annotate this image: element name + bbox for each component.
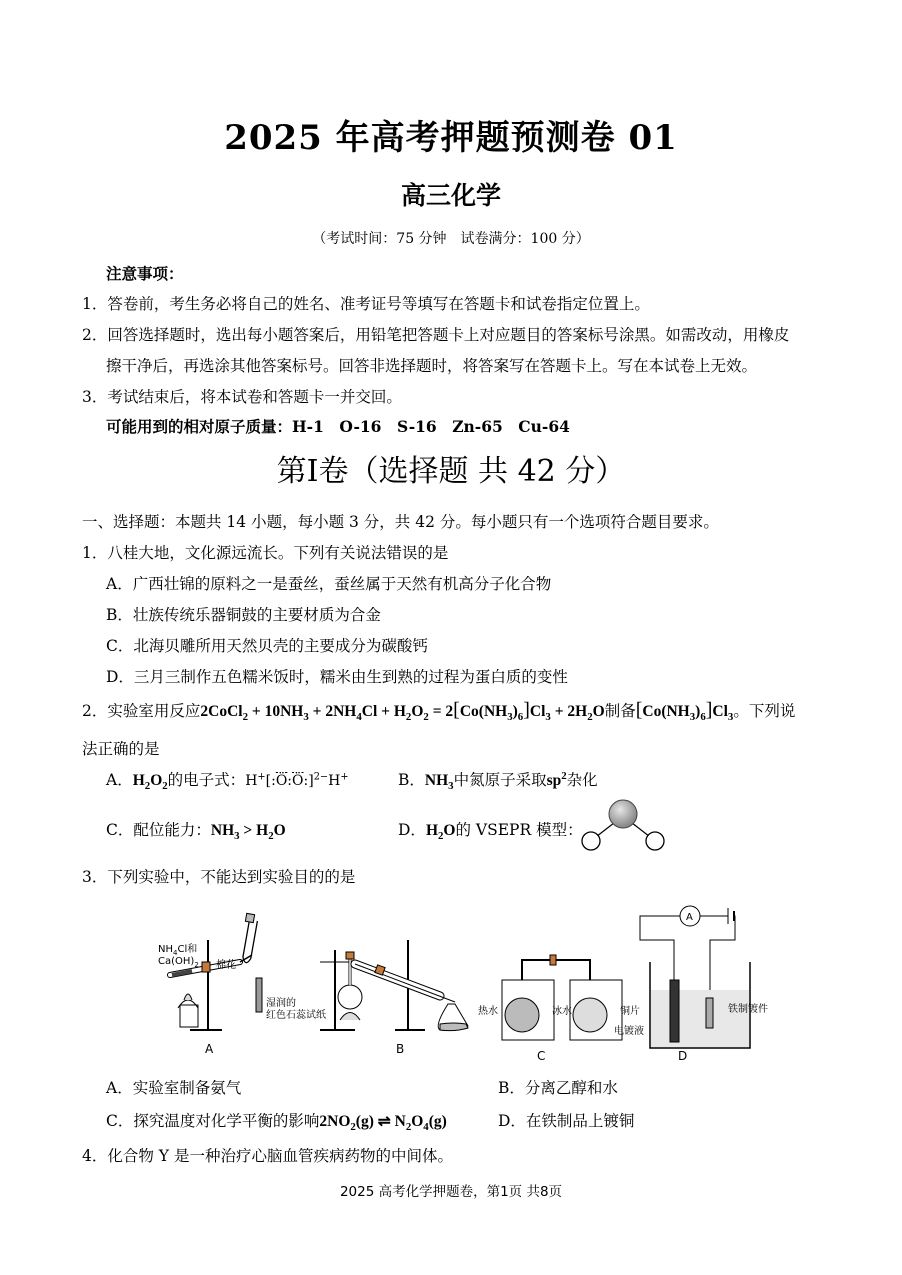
q2-option-d-label: D．: [398, 821, 426, 839]
q3-stem: 3．下列实验中，不能达到实验目的的是: [82, 868, 356, 886]
electrolyte-label: 电镀液: [614, 1026, 644, 1037]
q2-reaction-equation: 2CoCl$_2$ + $10NH_3 + 2NH_4Cl + H_2O_2 = 2[Co(NH_3)_6]Cl_3 + 2H_2O$: [200, 699, 605, 724]
q3-option-d: D．在铁制品上镀铜: [498, 1112, 635, 1130]
h2o2-formula: $H_2O_2$: [132, 772, 168, 793]
page-footer: 2025 高考化学押题卷，第1页 共8页: [339, 1184, 563, 1200]
oxygen-atom: [609, 800, 637, 828]
figure-c-label: C: [537, 1049, 546, 1063]
q2-option-c-label: C．配位能力：: [106, 821, 211, 839]
section-instruction: 一、选择题：本题共 14 小题，每小题 3 分，共 42 分。每小题只有一个选项符合题目要求。: [82, 513, 719, 531]
notice-item-3: 3．考试结束后，将本试卷和答题卡一并交回。: [82, 388, 402, 406]
q3-option-c: [106, 1109, 447, 1133]
q2-stem-middle: 制备: [604, 702, 636, 720]
q1-option-a: A．广西壮锦的原料之一是蚕丝，蚕丝属于天然有机高分子化合物: [106, 575, 552, 593]
q2-option-b-text1: 中氮原子采取: [453, 771, 547, 789]
apparatus-a: [158, 913, 326, 1056]
atomic-mass-values: H-1 O-16 S-16 Zn-65 Cu-64: [292, 417, 570, 436]
hydrogen-atom: [646, 832, 664, 850]
q2-option-b: [398, 768, 598, 792]
q2-option-d-text: 的 VSEPR 模型：: [455, 821, 583, 839]
q2-option-c: [106, 818, 286, 842]
atomic-mass-line: [106, 415, 570, 437]
q2-stem-prefix: 2．实验室用反应: [82, 702, 201, 720]
reagent-label-2: $Ca(OH)_2$: [158, 956, 199, 969]
q2-option-a-text: 的电子式：: [167, 771, 246, 789]
q1-option-b: B．壮族传统乐器铜鼓的主要材质为合金: [106, 606, 381, 624]
iron-piece-label: 铁制镀件: [728, 1004, 768, 1015]
reagent-label: $NH_4Cl$和: [158, 944, 198, 957]
q3-experiment-figure: [150, 900, 790, 1065]
equilibrium-equation: $2NO_2(g)$ ⇌ $N_2O_4(g)$: [319, 1113, 447, 1134]
nh3-formula: $NH_3$: [424, 772, 454, 793]
sp2-label: $sp^2$: [546, 769, 567, 789]
q2-option-b-text2: 杂化: [566, 771, 598, 789]
q2-stem-line1: [82, 699, 795, 723]
apparatus-c: [478, 955, 622, 1063]
exam-title: 2025 年高考押题预测卷 01: [224, 118, 678, 158]
q1-option-d: D．三月三制作五色糯米饭时，糯米由生到熟的过程为蛋白质的变性: [106, 668, 568, 686]
figure-b-label: B: [396, 1042, 405, 1056]
cotton-label: 棉花: [216, 960, 236, 971]
q2-product-formula: $[Co(NH_3)_6]Cl_3$: [635, 699, 734, 724]
q2-stem-suffix: 。下列说: [733, 702, 796, 720]
q2-stem-line2: 法正确的是: [82, 740, 160, 758]
notice-heading: 注意事项：: [106, 264, 184, 283]
coordination-comparison: $NH_3 > H_2O$: [210, 822, 286, 843]
hot-water-label: 热水: [478, 1006, 498, 1017]
figure-d-label: D: [678, 1049, 688, 1063]
ammeter-label: A: [686, 912, 693, 923]
q1-stem: 1．八桂大地，文化源远流长。下列有关说法错误的是: [82, 544, 449, 562]
q4-stem: 4．化合物 Y 是一种治疗心脑血管疾病药物的中间体。: [82, 1147, 453, 1165]
exam-info: （考试时间：75 分钟 试卷满分：100 分）: [312, 231, 590, 247]
q3-option-a: A．实验室制备氨气: [106, 1079, 242, 1097]
q1-option-c: C．北海贝雕所用天然贝壳的主要成分为碳酸钙: [106, 637, 428, 655]
notice-item-2-cont: 擦干净后，再选涂其他答案标号。回答非选择题时，将答案写在答题卡上。写在本试卷上无效。: [106, 357, 758, 375]
figure-a-label: A: [205, 1042, 214, 1056]
notice-item-1: 1．答卷前，考生务必将自己的姓名、准考证号等填写在答题卡和试卷指定位置上。: [82, 295, 650, 313]
q2-option-b-label: B．: [398, 771, 425, 789]
section-title: 第I卷（选择题 共 42 分）: [276, 454, 626, 489]
h2o-formula: $H_2O$: [425, 822, 456, 843]
atomic-mass-label: 可能用到的相对原子质量：: [106, 417, 293, 436]
hydrogen-atom: [582, 832, 600, 850]
litmus-label-1: 湿润的: [266, 998, 296, 1009]
apparatus-d: [614, 906, 768, 1063]
vsepr-model-figure: [578, 798, 668, 856]
q2-option-a: [106, 768, 349, 792]
q3-option-b: B．分离乙醇和水: [498, 1079, 618, 1097]
q2-option-a-label: A．: [106, 771, 133, 789]
apparatus-b: [320, 940, 468, 1056]
litmus-label-2: 红色石蕊试纸: [266, 1010, 326, 1021]
notice-item-2: 2．回答选择题时，选出每小题答案后，用铅笔把答题卡上对应题目的答案标号涂黑。如需改动，用橡皮: [82, 326, 790, 344]
q3-option-c-text: C．探究温度对化学平衡的影响: [106, 1112, 320, 1130]
q2-option-d: [398, 818, 583, 842]
exam-subtitle: 高三化学: [400, 181, 501, 210]
copper-label: 铜片: [620, 1006, 640, 1017]
ice-water-label: 冰水: [552, 1006, 572, 1017]
h2o2-electron-formula: $H^+[:\overline{Ö}:\overline{Ö}:]^{2-}H^+$: [245, 771, 349, 789]
